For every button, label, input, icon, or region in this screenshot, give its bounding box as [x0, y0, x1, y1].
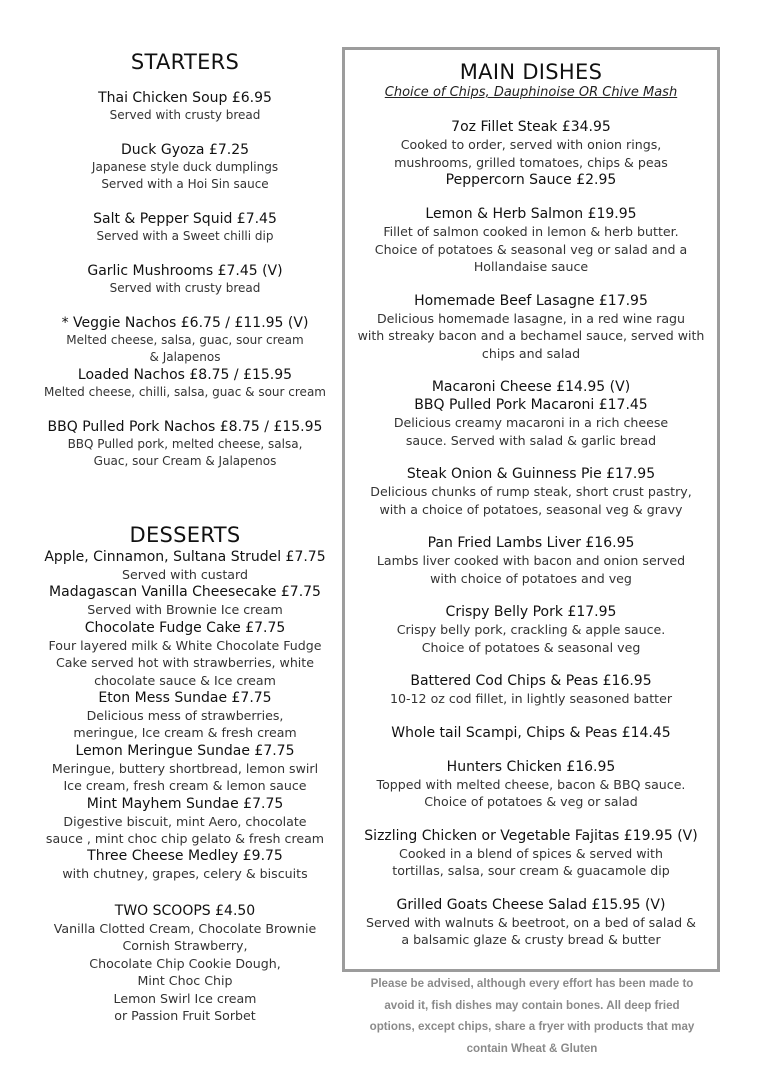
menu-item: [345, 603, 717, 656]
menu-item: [30, 847, 340, 882]
item-desc: Choice of potatoes & seasonal veg: [421, 639, 641, 655]
item-desc: Cooked to order, served with onion rings,: [400, 137, 662, 152]
item-desc: Cooked in a blend of spices & served with: [399, 845, 663, 861]
item-name: Lemon & Herb Salmon £19.95: [425, 206, 637, 222]
item-name: Madagascan Vanilla Cheesecake £7.75: [49, 584, 321, 601]
item-name: Macaroni Cheese £14.95 (V): [431, 379, 631, 395]
item-desc: mushrooms, grilled tomatoes, chips & peas: [394, 154, 668, 170]
item-desc: Served with custard: [122, 567, 248, 582]
item-name: Duck Gyoza £7.25: [120, 142, 250, 158]
item-desc: Chocolate Chip Cookie Dough,: [89, 955, 281, 971]
item-desc: Delicious chunks of rump steak, short crust pastry,: [370, 484, 692, 499]
item-name: Lemon Meringue Sundae £7.75: [75, 742, 295, 759]
item-desc: with streaky bacon and a bechamel sauce, served with: [357, 328, 705, 343]
item-desc: with a choice of potatoes, seasonal veg & gravy: [379, 501, 683, 517]
notice-line: avoid it, fish dishes may contain bones. All deep fried: [384, 998, 680, 1012]
left-column: [30, 50, 340, 1024]
allergen-notice: [344, 973, 720, 1059]
menu-item: [345, 534, 717, 587]
menu-item: [345, 465, 717, 518]
notice-line: options, except chips, share a fryer with products that may: [369, 1020, 695, 1033]
item-desc: Crispy belly pork, crackling & apple sauce.: [396, 622, 666, 637]
item-desc: Served with a Hoi Sin sauce: [101, 177, 269, 191]
item-name: Whole tail Scampi, Chips & Peas £14.45: [391, 724, 671, 741]
menu-item: [30, 262, 340, 297]
item-desc: Meringue, buttery shortbread, lemon swirl: [51, 760, 319, 776]
item-desc: Mint Choc Chip: [137, 973, 233, 989]
item-name: Grilled Goats Cheese Salad £15.95 (V): [396, 896, 666, 913]
item-desc: sauce. Served with salad & garlic bread: [405, 432, 657, 448]
menu-item: [345, 118, 717, 189]
item-name: BBQ Pulled Pork Nachos £8.75 / £15.95: [47, 419, 323, 435]
item-name: Mint Mayhem Sundae £7.75: [86, 795, 284, 812]
starters-title: STARTERS: [130, 50, 240, 74]
item-desc: sauce , mint choc chip gelato & fresh cream: [45, 831, 325, 847]
menu-item: [30, 583, 340, 618]
item-name: Salt & Pepper Squid £7.45: [93, 211, 277, 227]
item-desc: Hollandaise sauce: [473, 259, 589, 274]
item-desc: Ice cream, fresh cream & lemon sauce: [63, 778, 307, 794]
item-desc: 10-12 oz cod fillet, in lightly seasoned batter: [389, 691, 673, 706]
item-name: TWO SCOOPS £4.50: [114, 902, 256, 919]
notice-line: Please be advised, although every effort has been made to: [370, 977, 694, 990]
item-name: Homemade Beef Lasagne £17.95: [414, 292, 648, 309]
item-desc: Fillet of salmon cooked in lemon & herb butter.: [383, 224, 679, 239]
item-name: * Veggie Nachos £6.75 / £11.95 (V): [61, 315, 309, 331]
item-desc: BBQ Pulled pork, melted cheese, salsa,: [67, 437, 303, 451]
item-desc: Choice of potatoes & seasonal veg or salad and a: [374, 241, 688, 257]
item-desc: chocolate sauce & Ice cream: [94, 672, 276, 688]
item-desc: Japanese style duck dumplings: [91, 160, 279, 174]
desserts-title: DESSERTS: [129, 523, 241, 547]
menu-item: [30, 795, 340, 848]
menu-item: [345, 205, 717, 276]
item-desc: Digestive biscuit, mint Aero, chocolate: [63, 813, 307, 829]
menu-item: [345, 672, 717, 708]
menu-item: [30, 418, 340, 470]
item-desc: Guac, sour Cream & Jalapenos: [93, 454, 277, 468]
main-dishes-title: MAIN DISHES: [459, 60, 603, 84]
item-desc: Lemon Swirl Ice cream: [113, 990, 257, 1006]
menu-item: [30, 210, 340, 245]
item-name: Chocolate Fudge Cake £7.75: [84, 619, 286, 636]
menu-item: [30, 548, 340, 583]
item-desc: Served with crusty bread: [109, 281, 261, 295]
notice-line: contain Wheat & Gluten: [466, 1041, 598, 1055]
menu-item: [30, 314, 340, 366]
item-desc: with chutney, grapes, celery & biscuits: [62, 866, 308, 882]
menu-item: [345, 827, 717, 880]
item-desc: Delicious creamy macaroni in a rich cheese: [393, 415, 669, 430]
item-desc: Delicious homemade lasagne, in a red wine ragu: [376, 310, 686, 326]
item-name: Hunters Chicken £16.95: [446, 758, 616, 775]
item-desc: Four layered milk & White Chocolate Fudge: [48, 637, 322, 653]
item-desc: Cake served hot with strawberries, white: [56, 655, 314, 671]
menu-item: [345, 378, 717, 449]
item-name: Pan Fried Lambs Liver £16.95: [427, 535, 635, 551]
item-desc: with choice of potatoes and veg: [430, 570, 632, 586]
starters-section: [30, 50, 340, 470]
item-name: 7oz Fillet Steak £34.95: [451, 119, 611, 135]
item-desc: Served with a Sweet chilli dip: [96, 229, 274, 243]
menu-item: [30, 689, 340, 742]
item-desc: Cornish Strawberry,: [122, 938, 248, 954]
item-name: Battered Cod Chips & Peas £16.95: [410, 673, 652, 689]
item-desc: Served with Brownie Ice cream: [87, 602, 283, 618]
item-name: Thai Chicken Soup £6.95: [98, 90, 272, 106]
item-name: Steak Onion & Guinness Pie £17.95: [406, 466, 656, 482]
menu-item: [30, 89, 340, 124]
item-desc: Lambs liver cooked with bacon and onion served: [376, 553, 686, 568]
menu-item: [30, 141, 340, 193]
item-extra: Peppercorn Sauce £2.95: [445, 172, 617, 188]
item-desc: a balsamic glaze & crusty bread & butter: [401, 932, 661, 947]
main-dishes-box: [342, 47, 720, 972]
item-desc: Melted cheese, chilli, salsa, guac & sour cream: [44, 385, 326, 399]
menu-item: [345, 758, 717, 811]
item-desc: Vanilla Clotted Cream, Chocolate Brownie: [53, 920, 317, 936]
item-name: Sizzling Chicken or Vegetable Fajitas £19.95 (V): [364, 827, 698, 844]
item-desc: Served with walnuts & beetroot, on a bed of salad &: [366, 914, 696, 930]
two-scoops-item: [30, 902, 340, 1024]
menu-item: [345, 292, 717, 363]
item-desc: chips and salad: [481, 345, 581, 361]
menu-item: [30, 619, 340, 689]
item-name-secondary: BBQ Pulled Pork Macaroni £17.45: [414, 397, 648, 413]
item-name: Apple, Cinnamon, Sultana Strudel £7.75: [44, 549, 326, 565]
item-desc: Delicious mess of strawberries,: [86, 708, 284, 724]
item-name: Three Cheese Medley £9.75: [87, 848, 283, 865]
item-name: Eton Mess Sundae £7.75: [98, 690, 272, 707]
item-name: Crispy Belly Pork £17.95: [445, 604, 617, 620]
item-desc: Melted cheese, salsa, guac, sour cream: [66, 333, 304, 347]
menu-item: [30, 366, 340, 401]
item-desc: or Passion Fruit Sorbet: [114, 1007, 256, 1023]
item-desc: Choice of potatoes & veg or salad: [424, 794, 638, 809]
menu-item: [345, 724, 717, 742]
item-name: Loaded Nachos £8.75 / £15.95: [77, 367, 293, 383]
item-desc: tortillas, salsa, sour cream & guacamole dip: [392, 863, 670, 878]
menu-item: [345, 896, 717, 949]
main-dishes-subtitle: Choice of Chips, Dauphinoise OR Chive Mash: [384, 85, 678, 100]
item-desc: Served with crusty bread: [109, 108, 261, 122]
item-desc: & Jalapenos: [149, 350, 221, 364]
item-desc: Topped with melted cheese, bacon & BBQ sauce.: [376, 776, 686, 792]
item-desc: meringue, Ice cream & fresh cream: [73, 725, 297, 741]
menu-item: [30, 742, 340, 795]
item-name: Garlic Mushrooms £7.45 (V): [87, 263, 283, 279]
desserts-section: [30, 522, 340, 1024]
